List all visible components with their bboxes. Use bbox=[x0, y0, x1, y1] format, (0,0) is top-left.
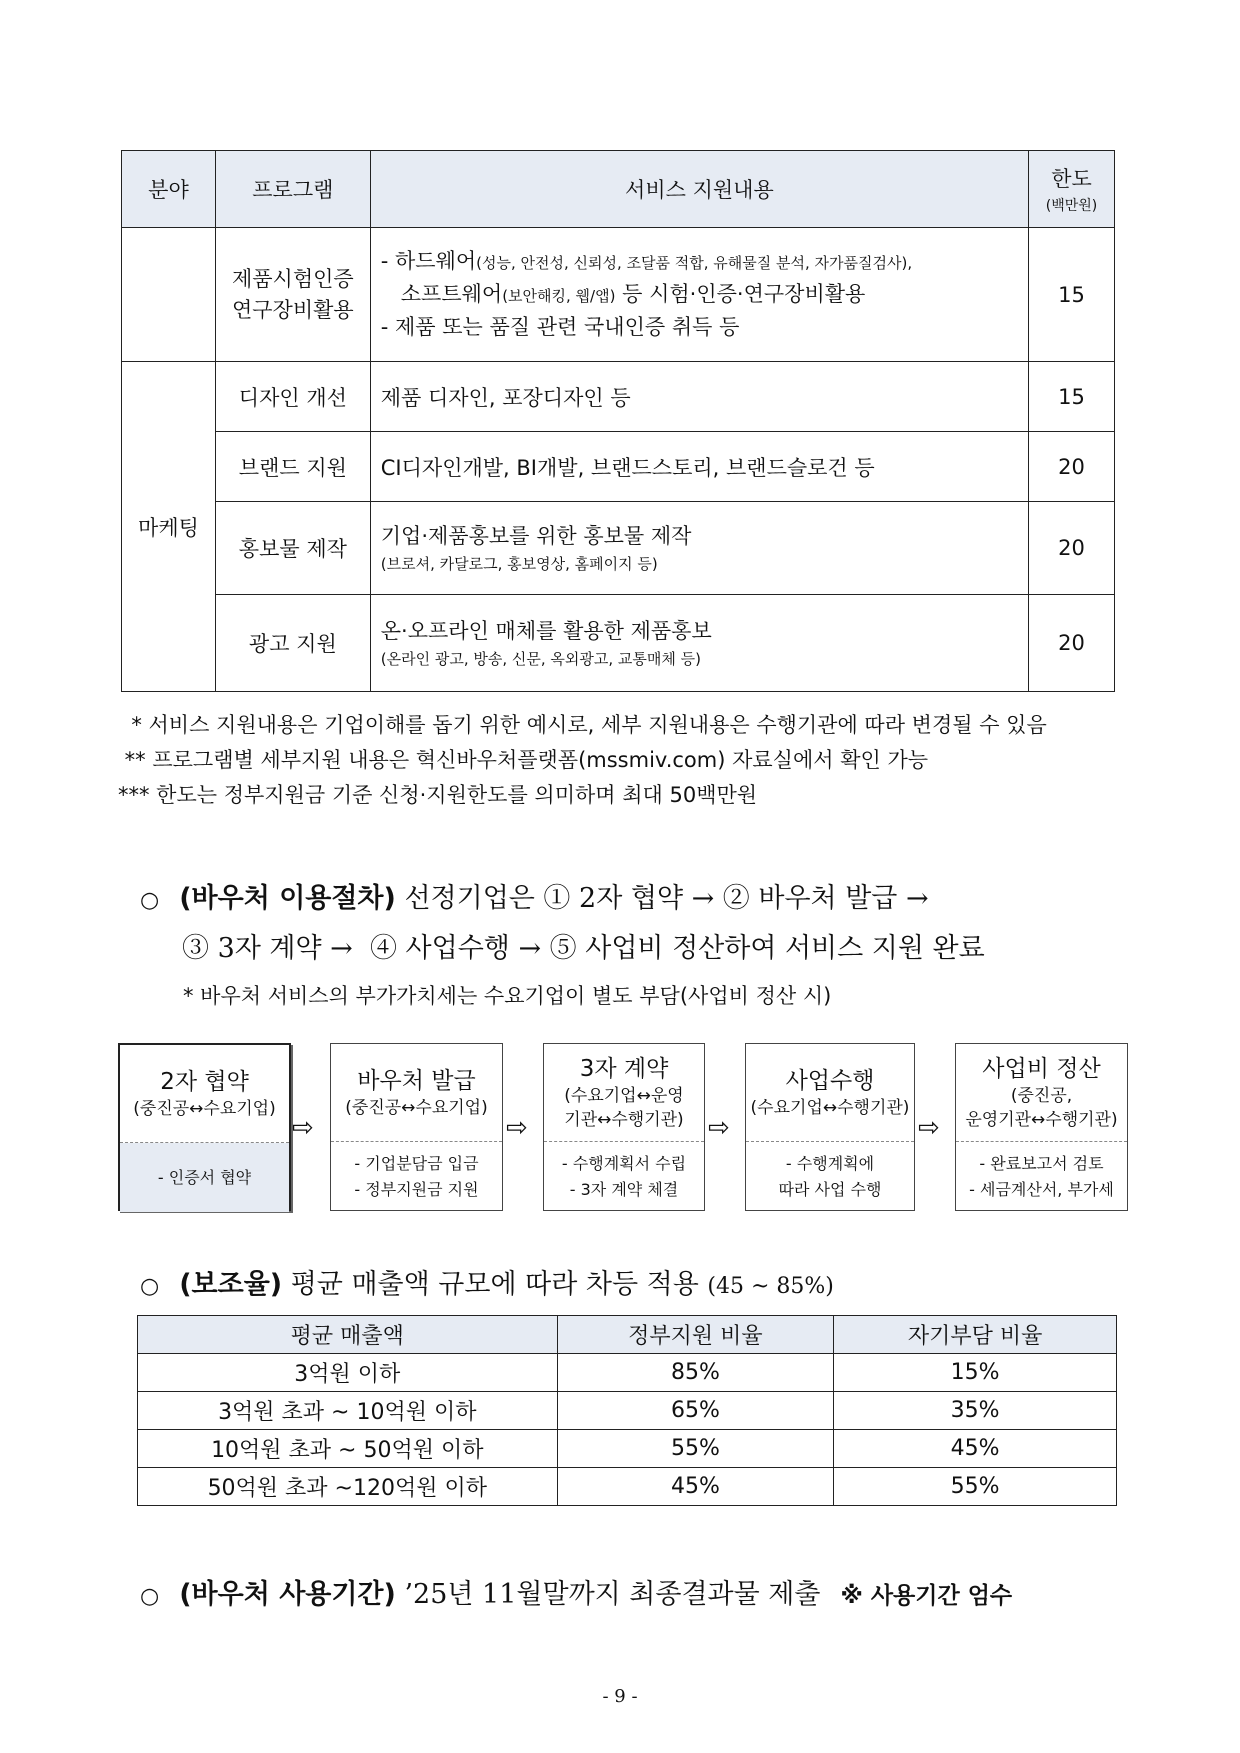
flow-step-title: 사업비 정산 bbox=[982, 1055, 1101, 1082]
flow-arrow: ⇨ bbox=[708, 1113, 730, 1143]
note-3: *** 한도는 정부지원금 기준 신청·지원한도를 의미하며 최대 50백만원 bbox=[118, 783, 758, 807]
row-limit: 20 bbox=[1029, 432, 1115, 502]
procedure-note: * 바우처 서비스의 부가가치세는 수요기업이 별도 부담(사업비 정산 시) bbox=[183, 984, 832, 1008]
row-program bbox=[215, 228, 370, 362]
header-self-ratio: 자기부담 비율 bbox=[834, 1316, 1117, 1354]
cell-self-ratio: 55% bbox=[834, 1468, 1117, 1506]
table-row bbox=[122, 362, 1115, 432]
flow-step-sub: 운영기관↔수행기관) bbox=[965, 1109, 1118, 1130]
flow-step-detail bbox=[746, 1142, 914, 1211]
row-service: CI디자인개발, BI개발, 브랜드스토리, 브랜드슬로건 등 bbox=[370, 432, 1028, 502]
flow-step-sub: (수요기업↔수행기관) bbox=[750, 1097, 910, 1118]
program-line2: 연구장비활용 bbox=[231, 297, 354, 322]
table-row bbox=[122, 502, 1115, 595]
cell-revenue: 3억원 초과 ~ 10억원 이하 bbox=[138, 1392, 558, 1430]
service-sub: (브로셔, 카달로그, 홍보영상, 홈페이지 등) bbox=[380, 554, 658, 573]
cell-revenue: 3억원 이하 bbox=[138, 1354, 558, 1392]
subsidy-paragraph bbox=[140, 1262, 834, 1301]
flow-step-detail bbox=[120, 1143, 289, 1212]
cell-self-ratio: 15% bbox=[834, 1354, 1117, 1392]
bullet-circle: ○ bbox=[140, 888, 160, 913]
cell-revenue: 50억원 초과 ~120억원 이하 bbox=[138, 1468, 558, 1506]
flow-step-contract bbox=[543, 1043, 705, 1211]
table-row bbox=[122, 595, 1115, 692]
header-field: 분야 bbox=[122, 151, 216, 228]
procedure-paragraph bbox=[140, 876, 929, 915]
cell-gov-ratio: 55% bbox=[557, 1430, 834, 1468]
table-row bbox=[122, 432, 1115, 502]
cell-gov-ratio: 45% bbox=[557, 1468, 834, 1506]
flow-step-title: 사업수행 bbox=[785, 1067, 875, 1094]
row-limit: 15 bbox=[1029, 228, 1115, 362]
row-program: 디자인 개선 bbox=[215, 362, 370, 432]
cell-gov-ratio: 65% bbox=[557, 1392, 834, 1430]
row-limit: 20 bbox=[1029, 595, 1115, 692]
table-row bbox=[122, 228, 1115, 362]
flow-step-settlement bbox=[955, 1043, 1128, 1211]
subsidy-text: 평균 매출액 규모에 따라 차등 적용 bbox=[282, 1269, 708, 1300]
flow-step-detail-line: - 기업분담금 입금 bbox=[354, 1153, 479, 1173]
row-field-empty bbox=[122, 228, 216, 362]
period-title: (바우처 사용기간) bbox=[179, 1579, 396, 1610]
table-row bbox=[138, 1354, 1117, 1392]
flow-step-detail bbox=[544, 1142, 704, 1211]
flow-step-sub: (중진공↔수요기업) bbox=[345, 1097, 488, 1118]
procedure-title: (바우처 이용절차) bbox=[179, 883, 396, 914]
period-paragraph bbox=[140, 1572, 1012, 1611]
row-service bbox=[370, 228, 1028, 362]
flow-step-head bbox=[956, 1044, 1127, 1142]
table-row bbox=[138, 1468, 1117, 1506]
flow-step-detail-line: - 수행계획에 bbox=[785, 1153, 875, 1173]
program-line1: 제품시험인증 bbox=[231, 266, 354, 291]
note-2: ** 프로그램별 세부지원 내용은 혁신바우처플랫폼(mssmiv.com) 자료실에서 확인 가능 bbox=[118, 748, 929, 772]
service-software-main: 소프트웨어 bbox=[400, 282, 503, 306]
flow-step-sub: (중진공↔수요기업) bbox=[133, 1098, 276, 1119]
table-row bbox=[138, 1430, 1117, 1468]
header-limit bbox=[1029, 151, 1115, 228]
header-program: 프로그램 bbox=[215, 151, 370, 228]
flow-step-detail-line: 따라 사업 수행 bbox=[778, 1179, 882, 1199]
flow-step-detail-line: - 3자 계약 체결 bbox=[569, 1179, 679, 1199]
note-1: * 서비스 지원내용은 기업이해를 돕기 위한 예시로, 세부 지원내용은 수행기관에 따라 변경될 수 있음 bbox=[118, 713, 1047, 737]
header-revenue: 평균 매출액 bbox=[138, 1316, 558, 1354]
row-service bbox=[370, 595, 1028, 692]
procedure-line1: 선정기업은 ① 2자 협약 → ② 바우처 발급 → bbox=[395, 883, 929, 914]
flow-step-detail-line: - 수행계획서 수립 bbox=[561, 1153, 687, 1173]
row-limit: 15 bbox=[1029, 362, 1115, 432]
header-service: 서비스 지원내용 bbox=[370, 151, 1028, 228]
period-emphasis: ※ 사용기간 엄수 bbox=[840, 1583, 1013, 1609]
bullet-circle: ○ bbox=[140, 1584, 160, 1609]
flow-step-agreement bbox=[118, 1043, 291, 1211]
program-table-header bbox=[122, 151, 1115, 228]
row-program: 홍보물 제작 bbox=[215, 502, 370, 595]
row-program: 광고 지원 bbox=[215, 595, 370, 692]
cell-self-ratio: 45% bbox=[834, 1430, 1117, 1468]
cell-revenue: 10억원 초과 ~ 50억원 이하 bbox=[138, 1430, 558, 1468]
flow-step-detail bbox=[331, 1142, 502, 1211]
service-software-sub: (보안해킹, 웹/앱) bbox=[502, 287, 616, 305]
service-sub: (온라인 광고, 방송, 신문, 옥외광고, 교통매체 등) bbox=[380, 649, 701, 668]
flow-step-detail bbox=[956, 1142, 1127, 1211]
row-field-marketing: 마케팅 bbox=[122, 362, 216, 692]
service-line-software bbox=[381, 279, 1018, 312]
service-main: 온·오프라인 매체를 활용한 제품홍보 bbox=[380, 618, 712, 643]
flow-step-head bbox=[544, 1044, 704, 1142]
service-line-hardware bbox=[381, 246, 1018, 279]
cell-self-ratio: 35% bbox=[834, 1392, 1117, 1430]
flow-step-voucher bbox=[330, 1043, 503, 1211]
flow-arrow: ⇨ bbox=[292, 1113, 314, 1143]
flow-step-detail-line: - 세금계산서, 부가세 bbox=[969, 1179, 1114, 1199]
flow-arrow: ⇨ bbox=[506, 1113, 528, 1143]
rate-table-header bbox=[138, 1316, 1117, 1354]
flow-step-title: 3자 계약 bbox=[579, 1055, 669, 1082]
cell-gov-ratio: 85% bbox=[557, 1354, 834, 1392]
service-hardware-sub: (성능, 안전성, 신뢰성, 조달품 적합, 유해물질 분석, 자가품질검사), bbox=[476, 254, 913, 272]
row-limit: 20 bbox=[1029, 502, 1115, 595]
bullet-circle: ○ bbox=[140, 1274, 160, 1299]
table-row bbox=[138, 1392, 1117, 1430]
header-limit-unit: (백만원) bbox=[1045, 198, 1098, 214]
period-text: ’25년 11월말까지 최종결과물 제출 bbox=[395, 1579, 821, 1610]
flow-step-head bbox=[746, 1044, 914, 1142]
header-limit-label: 한도 bbox=[1051, 167, 1092, 191]
subsidy-range: (45 ~ 85%) bbox=[707, 1274, 834, 1299]
procedure-line2: ③ 3자 계약 → ④ 사업수행 → ⑤ 사업비 정산하여 서비스 지원 완료 bbox=[182, 933, 985, 964]
header-gov-ratio: 정부지원 비율 bbox=[557, 1316, 834, 1354]
service-main: 기업·제품홍보를 위한 홍보물 제작 bbox=[380, 523, 692, 548]
row-service bbox=[370, 502, 1028, 595]
table-notes bbox=[118, 708, 1047, 813]
flow-step-head bbox=[120, 1045, 289, 1143]
flow-step-sub: (중진공, bbox=[1010, 1085, 1073, 1106]
flow-step-head bbox=[331, 1044, 502, 1142]
flow-step-sub: (수요기업↔운영 bbox=[564, 1085, 684, 1106]
flow-step-title: 바우처 발급 bbox=[357, 1067, 476, 1094]
flow-step-detail-line: - 완료보고서 검토 bbox=[979, 1153, 1104, 1173]
flow-step-title: 2자 협약 bbox=[160, 1068, 249, 1095]
page-number: - 9 - bbox=[602, 1686, 638, 1707]
program-table bbox=[121, 150, 1115, 692]
flow-step-execution bbox=[745, 1043, 915, 1211]
subsidy-title: (보조율) bbox=[179, 1269, 283, 1300]
flow-arrow: ⇨ bbox=[918, 1113, 940, 1143]
service-line-cert: - 제품 또는 품질 관련 국내인증 취득 등 bbox=[380, 315, 740, 339]
row-service: 제품 디자인, 포장디자인 등 bbox=[370, 362, 1028, 432]
service-software-tail: 등 시험·인증·연구장비활용 bbox=[615, 282, 866, 306]
flow-step-detail-line: - 정부지원금 지원 bbox=[354, 1179, 479, 1199]
subsidy-rate-table bbox=[137, 1315, 1117, 1506]
flow-step-sub: 기관↔수행기관) bbox=[564, 1109, 684, 1130]
flow-step-detail-line: - 인증서 협약 bbox=[157, 1167, 252, 1187]
service-hardware-main: - 하드웨어 bbox=[380, 249, 477, 273]
row-program: 브랜드 지원 bbox=[215, 432, 370, 502]
